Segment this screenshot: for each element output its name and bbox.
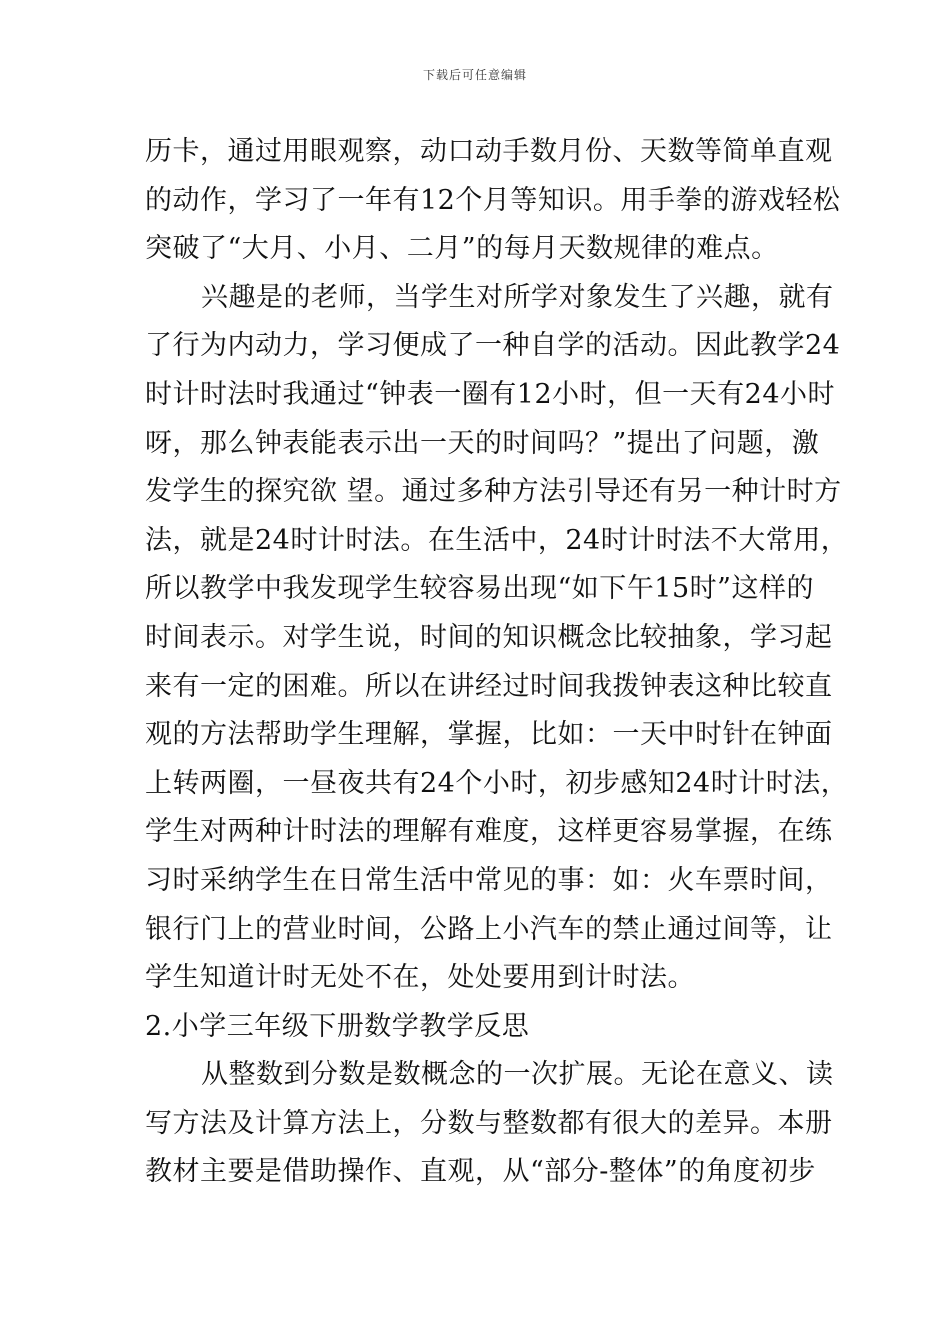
- document-body: [145, 128, 849, 1197]
- paragraph-start-line: 从整数到分数是数概念的一次扩展。无论在意义、读: [201, 1059, 834, 1091]
- text-line: 观的方法帮助学生理解，掌握，比如：一天中时针在钟面: [145, 719, 833, 751]
- text-line: 法，就是24时计时法。在生活中，24时计时法不大常用，: [145, 524, 849, 556]
- text-line: 教材主要是借助操作、直观，从“部分-整体”的角度初步: [145, 1156, 816, 1188]
- text-line: 学生对两种计时法的理解有难度，这样更容易掌握，在练: [145, 816, 833, 848]
- text-line: 了行为内动力，学习便成了一种自学的活动。因此教学24: [145, 330, 841, 362]
- text-line: 时间表示。对学生说，时间的知识概念比较抽象，学习起: [145, 621, 833, 653]
- text-line: 呀，那么钟表能表示出一天的时间吗？”提出了问题，激: [145, 427, 820, 459]
- text-line: 的动作，学习了一年有12个月等知识。用手拳的游戏轻松: [145, 184, 841, 216]
- text-line: 上转两圈，一昼夜共有24个小时，初步感知24时计时法，: [145, 767, 849, 799]
- text-line: 所以教学中我发现学生较容易出现“如下午15时”这样的: [145, 573, 814, 605]
- text-line: 发学生的探究欲 望。通过多种方法引导还有另一种计时方: [145, 476, 842, 508]
- text-line: 时计时法时我通过“钟表一圈有12小时，但一天有24小时: [145, 378, 836, 410]
- paragraph-start-line: 兴趣是的老师，当学生对所学对象发生了兴趣，就有: [201, 281, 834, 313]
- text-line: 写方法及计算方法上，分数与整数都有很大的差异。本册: [145, 1107, 833, 1139]
- section-heading: 2.小学三年级下册数学教学反思: [145, 1010, 530, 1042]
- page-header-note: 下载后可任意编辑: [422, 68, 527, 82]
- text-line: 来有一定的困难。所以在讲经过时间我拨钟表这种比较直: [145, 670, 833, 702]
- text-line: 学生知道计时无处不在，处处要用到计时法。: [145, 962, 695, 994]
- text-line: 银行门上的营业时间，公路上小汽车的禁止通过间等，让: [145, 913, 833, 945]
- text-line: 习时采纳学生在日常生活中常见的事：如：火车票时间，: [145, 864, 833, 896]
- text-line: 历卡，通过用眼观察，动口动手数月份、天数等简单直观: [145, 136, 833, 167]
- text-line: 突破了“大月、小月、二月”的每月天数规律的难点。: [145, 233, 779, 265]
